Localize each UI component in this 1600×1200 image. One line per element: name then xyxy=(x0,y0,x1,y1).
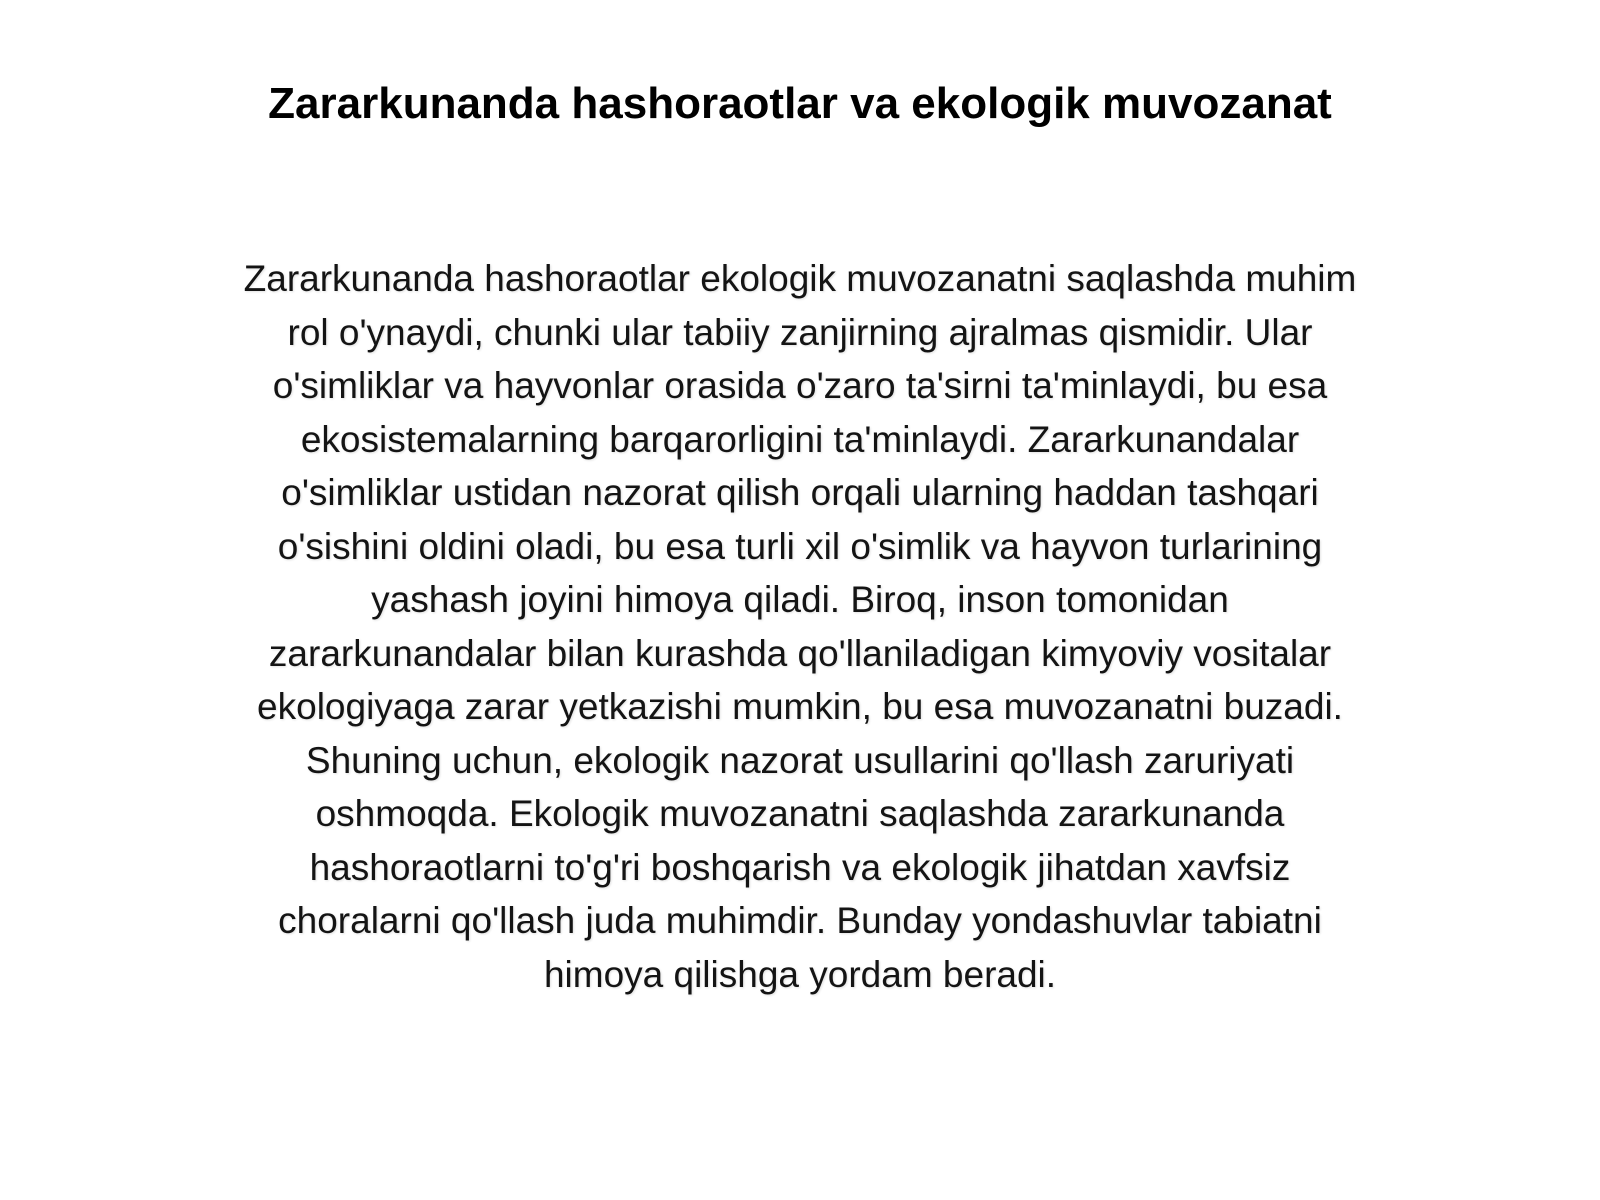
body-line: choralarni qo'llash juda muhimdir. Bunday yondashuvlar tabiatni xyxy=(278,900,1322,941)
body-line: ekosistemalarning barqarorligini ta'minlaydi. Zararkunandalar xyxy=(300,418,1300,460)
body-line: o'simliklar va hayvonlar orasida o'zaro ta'sirni ta'minlaydi, bu esa xyxy=(272,365,1328,406)
slide-body-text xyxy=(185,252,1415,1001)
body-line: Shuning uchun, ekologik nazorat usullarini qo'llash zaruriyati xyxy=(305,739,1295,781)
body-line: yashash joyini himoya qiladi. Biroq, inson tomonidan xyxy=(371,579,1229,620)
body-line: himoya qilishga yordam beradi. xyxy=(543,953,1057,995)
body-line: zararkunandalar bilan kurashda qo'llaniladigan kimyoviy vositalar xyxy=(268,632,1332,674)
body-line: Zararkunanda hashoraotlar ekologik muvozanatni saqlashda muhim xyxy=(243,258,1357,299)
body-line: oshmoqda. Ekologik muvozanatni saqlashda zararkunanda xyxy=(315,793,1285,834)
body-line: rol o'ynaydi, chunki ular tabiiy zanjirning ajralmas qismidir. Ular xyxy=(287,311,1313,353)
body-line: o'sishini oldini oladi, bu esa turli xil o'simlik va hayvon turlarining xyxy=(277,525,1323,567)
slide-title: Zararkunanda hashoraotlar va ekologik muvozanat xyxy=(268,79,1332,128)
body-line: o'simliklar ustidan nazorat qilish orqali ularning haddan tashqari xyxy=(281,472,1319,513)
body-line: hashoraotlarni to'g'ri boshqarish va ekologik jihatdan xavfsiz xyxy=(309,846,1291,888)
body-line: ekologiyaga zarar yetkazishi mumkin, bu esa muvozanatni buzadi. xyxy=(257,686,1343,727)
